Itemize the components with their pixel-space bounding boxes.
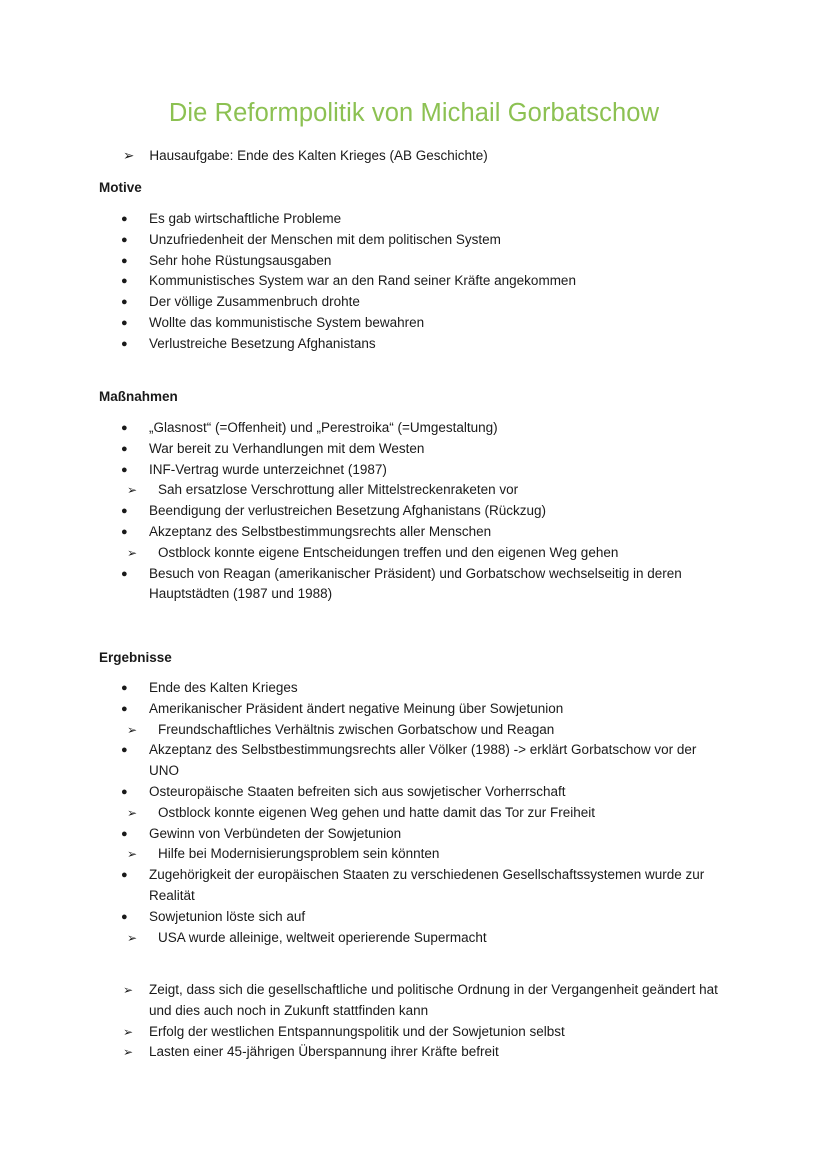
list-item bbox=[0, 418, 828, 439]
list-item bbox=[0, 844, 828, 865]
list-item-text: Der völlige Zusammenbruch drohte bbox=[149, 294, 360, 310]
bullet-icon: ● bbox=[121, 869, 128, 882]
list-item bbox=[0, 334, 828, 355]
list-item bbox=[0, 1022, 828, 1043]
list-item-text: Zeigt, dass sich die gesellschaftliche und politische Ordnung in der Vergangenheit geändert hat und dies auch noch in Zukunft stattfinden kann bbox=[149, 982, 718, 1018]
bullet-icon: ● bbox=[121, 744, 128, 757]
list-item-text: Amerikanischer Präsident ändert negative Meinung über Sowjetunion bbox=[149, 700, 564, 716]
list-item bbox=[0, 271, 828, 292]
list-item-text: Zugehörigkeit der europäischen Staaten zu verschiedenen Gesellschaftssystemen wurde zur Realität bbox=[149, 867, 705, 903]
list-item-text: Es gab wirtschaftliche Probleme bbox=[149, 211, 342, 226]
bullet-icon: ● bbox=[121, 785, 128, 798]
list-item bbox=[0, 480, 828, 501]
list-item bbox=[0, 865, 828, 907]
bullet-icon: ● bbox=[121, 910, 128, 923]
page-title: Die Reformpolitik von Michail Gorbatschow bbox=[168, 99, 660, 127]
list-item-text: Ende des Kalten Krieges bbox=[149, 680, 298, 695]
list-item-text: Osteuropäische Staaten befreiten sich aus sowjetischer Vorherrschaft bbox=[149, 783, 566, 799]
bullet-icon: ● bbox=[121, 682, 128, 694]
list-item-text: Sowjetunion löste sich auf bbox=[149, 908, 306, 924]
list-item-text: War bereit zu Verhandlungen mit dem Westen bbox=[149, 440, 425, 456]
list-item bbox=[0, 907, 828, 928]
list-item bbox=[0, 230, 828, 251]
list-item bbox=[0, 928, 828, 949]
list-item-text: USA wurde alleinige, weltweit operierende Supermacht bbox=[158, 929, 487, 945]
arrow-bullet-icon: ➢ bbox=[127, 847, 138, 862]
bullet-icon: ● bbox=[121, 275, 128, 288]
list-item bbox=[0, 460, 828, 481]
list-item-text: „Glasnost“ (=Offenheit) und „Perestroika“ (=Umgestaltung) bbox=[149, 420, 498, 435]
arrow-bullet-icon: ➢ bbox=[123, 1024, 134, 1039]
list-item bbox=[0, 439, 828, 460]
arrow-bullet-icon: ➢ bbox=[123, 1045, 134, 1060]
bullet-icon: ● bbox=[121, 827, 128, 840]
bullet-icon: ● bbox=[121, 442, 128, 455]
list-item bbox=[0, 251, 828, 272]
bullet-icon: ● bbox=[121, 213, 128, 225]
list-item-text: Beendigung der verlustreichen Besetzung Afghanistans (Rückzug) bbox=[149, 503, 546, 519]
list-item-text: Wollte das kommunistische System bewahren bbox=[149, 314, 425, 330]
list-item-text: Hilfe bei Modernisierungsproblem sein könnten bbox=[158, 846, 440, 862]
section-heading-motive: Motive bbox=[99, 180, 142, 195]
list-item bbox=[0, 740, 828, 782]
bullet-icon: ● bbox=[121, 702, 128, 715]
list-item-text: Sah ersatzlose Verschrottung aller Mittelstreckenraketen vor bbox=[158, 482, 519, 498]
list-item-text: INF-Vertrag wurde unterzeichnet (1987) bbox=[149, 461, 387, 477]
homework-text: Hausaufgabe: Ende des Kalten Krieges (AB Geschichte) bbox=[149, 148, 488, 163]
list-item-text: Freundschaftliches Verhältnis zwischen Gorbatschow und Reagan bbox=[158, 721, 555, 737]
list-item bbox=[0, 313, 828, 334]
bullet-icon: ● bbox=[121, 505, 128, 518]
list-item bbox=[0, 678, 828, 699]
arrow-bullet-icon: ➢ bbox=[127, 930, 138, 945]
bullet-icon: ● bbox=[121, 296, 128, 309]
list-item bbox=[0, 522, 828, 543]
list-item bbox=[0, 803, 828, 824]
list-item-text: Akzeptanz des Selbstbestimmungsrechts aller Völker (1988) -> erklärt Gorbatschow vor der UNO bbox=[149, 742, 697, 779]
list-item-text: Besuch von Reagan (amerikanischer Präsident) und Gorbatschow wechselseitig in deren Hauptstädten (1987 und 1988) bbox=[149, 565, 682, 602]
bullet-icon: ● bbox=[121, 463, 128, 476]
arrow-bullet-icon: ➢ bbox=[127, 483, 138, 498]
bullet-icon: ● bbox=[121, 316, 128, 329]
bullet-icon: ● bbox=[121, 567, 128, 580]
list-item bbox=[0, 292, 828, 313]
list-item-text: Verlustreiche Besetzung Afghanistans bbox=[149, 335, 376, 351]
list-item bbox=[0, 720, 828, 741]
arrow-bullet-icon: ➢ bbox=[127, 545, 138, 560]
homework-note bbox=[123, 148, 488, 164]
list-motive bbox=[0, 209, 828, 355]
bullet-icon: ● bbox=[121, 422, 128, 434]
bullet-icon: ● bbox=[121, 233, 128, 246]
list-item bbox=[0, 564, 828, 606]
section-heading-ergebnisse: Ergebnisse bbox=[99, 650, 172, 665]
list-item bbox=[0, 209, 828, 230]
list-ergebnisse bbox=[0, 678, 828, 948]
list-conclusions bbox=[0, 980, 828, 1063]
list-item bbox=[0, 501, 828, 522]
list-item bbox=[0, 980, 828, 1022]
list-item-text: Akzeptanz des Selbstbestimmungsrechts aller Menschen bbox=[149, 523, 492, 539]
list-item bbox=[0, 824, 828, 845]
bullet-icon: ● bbox=[121, 525, 128, 538]
list-item bbox=[0, 1042, 828, 1063]
list-item bbox=[0, 543, 828, 564]
list-item bbox=[0, 782, 828, 803]
list-item bbox=[0, 699, 828, 720]
list-item-text: Erfolg der westlichen Entspannungspolitik und der Sowjetunion selbst bbox=[149, 1023, 565, 1039]
list-item-text: Kommunistisches System war an den Rand seiner Kräfte angekommen bbox=[149, 273, 576, 289]
arrow-bullet-icon: ➢ bbox=[127, 722, 138, 737]
list-item-text: Lasten einer 45-jährigen Überspannung ihrer Kräfte befreit bbox=[149, 1044, 499, 1060]
list-item-text: Gewinn von Verbündeten der Sowjetunion bbox=[149, 825, 402, 841]
list-item-text: Sehr hohe Rüstungsausgaben bbox=[149, 252, 332, 268]
bullet-icon: ● bbox=[121, 254, 128, 267]
bullet-icon: ● bbox=[121, 337, 128, 350]
arrow-bullet-icon: ➢ bbox=[127, 805, 138, 820]
list-massnahmen bbox=[0, 418, 828, 605]
arrow-bullet-icon: ➢ bbox=[123, 148, 135, 164]
list-item-text: Ostblock konnte eigene Entscheidungen treffen und den eigenen Weg gehen bbox=[158, 544, 619, 560]
section-heading-massnahmen: Maßnahmen bbox=[99, 389, 178, 404]
arrow-bullet-icon: ➢ bbox=[123, 983, 134, 997]
list-item-text: Unzufriedenheit der Menschen mit dem politischen System bbox=[149, 231, 501, 247]
list-item-text: Ostblock konnte eigenen Weg gehen und hatte damit das Tor zur Freiheit bbox=[158, 804, 596, 820]
